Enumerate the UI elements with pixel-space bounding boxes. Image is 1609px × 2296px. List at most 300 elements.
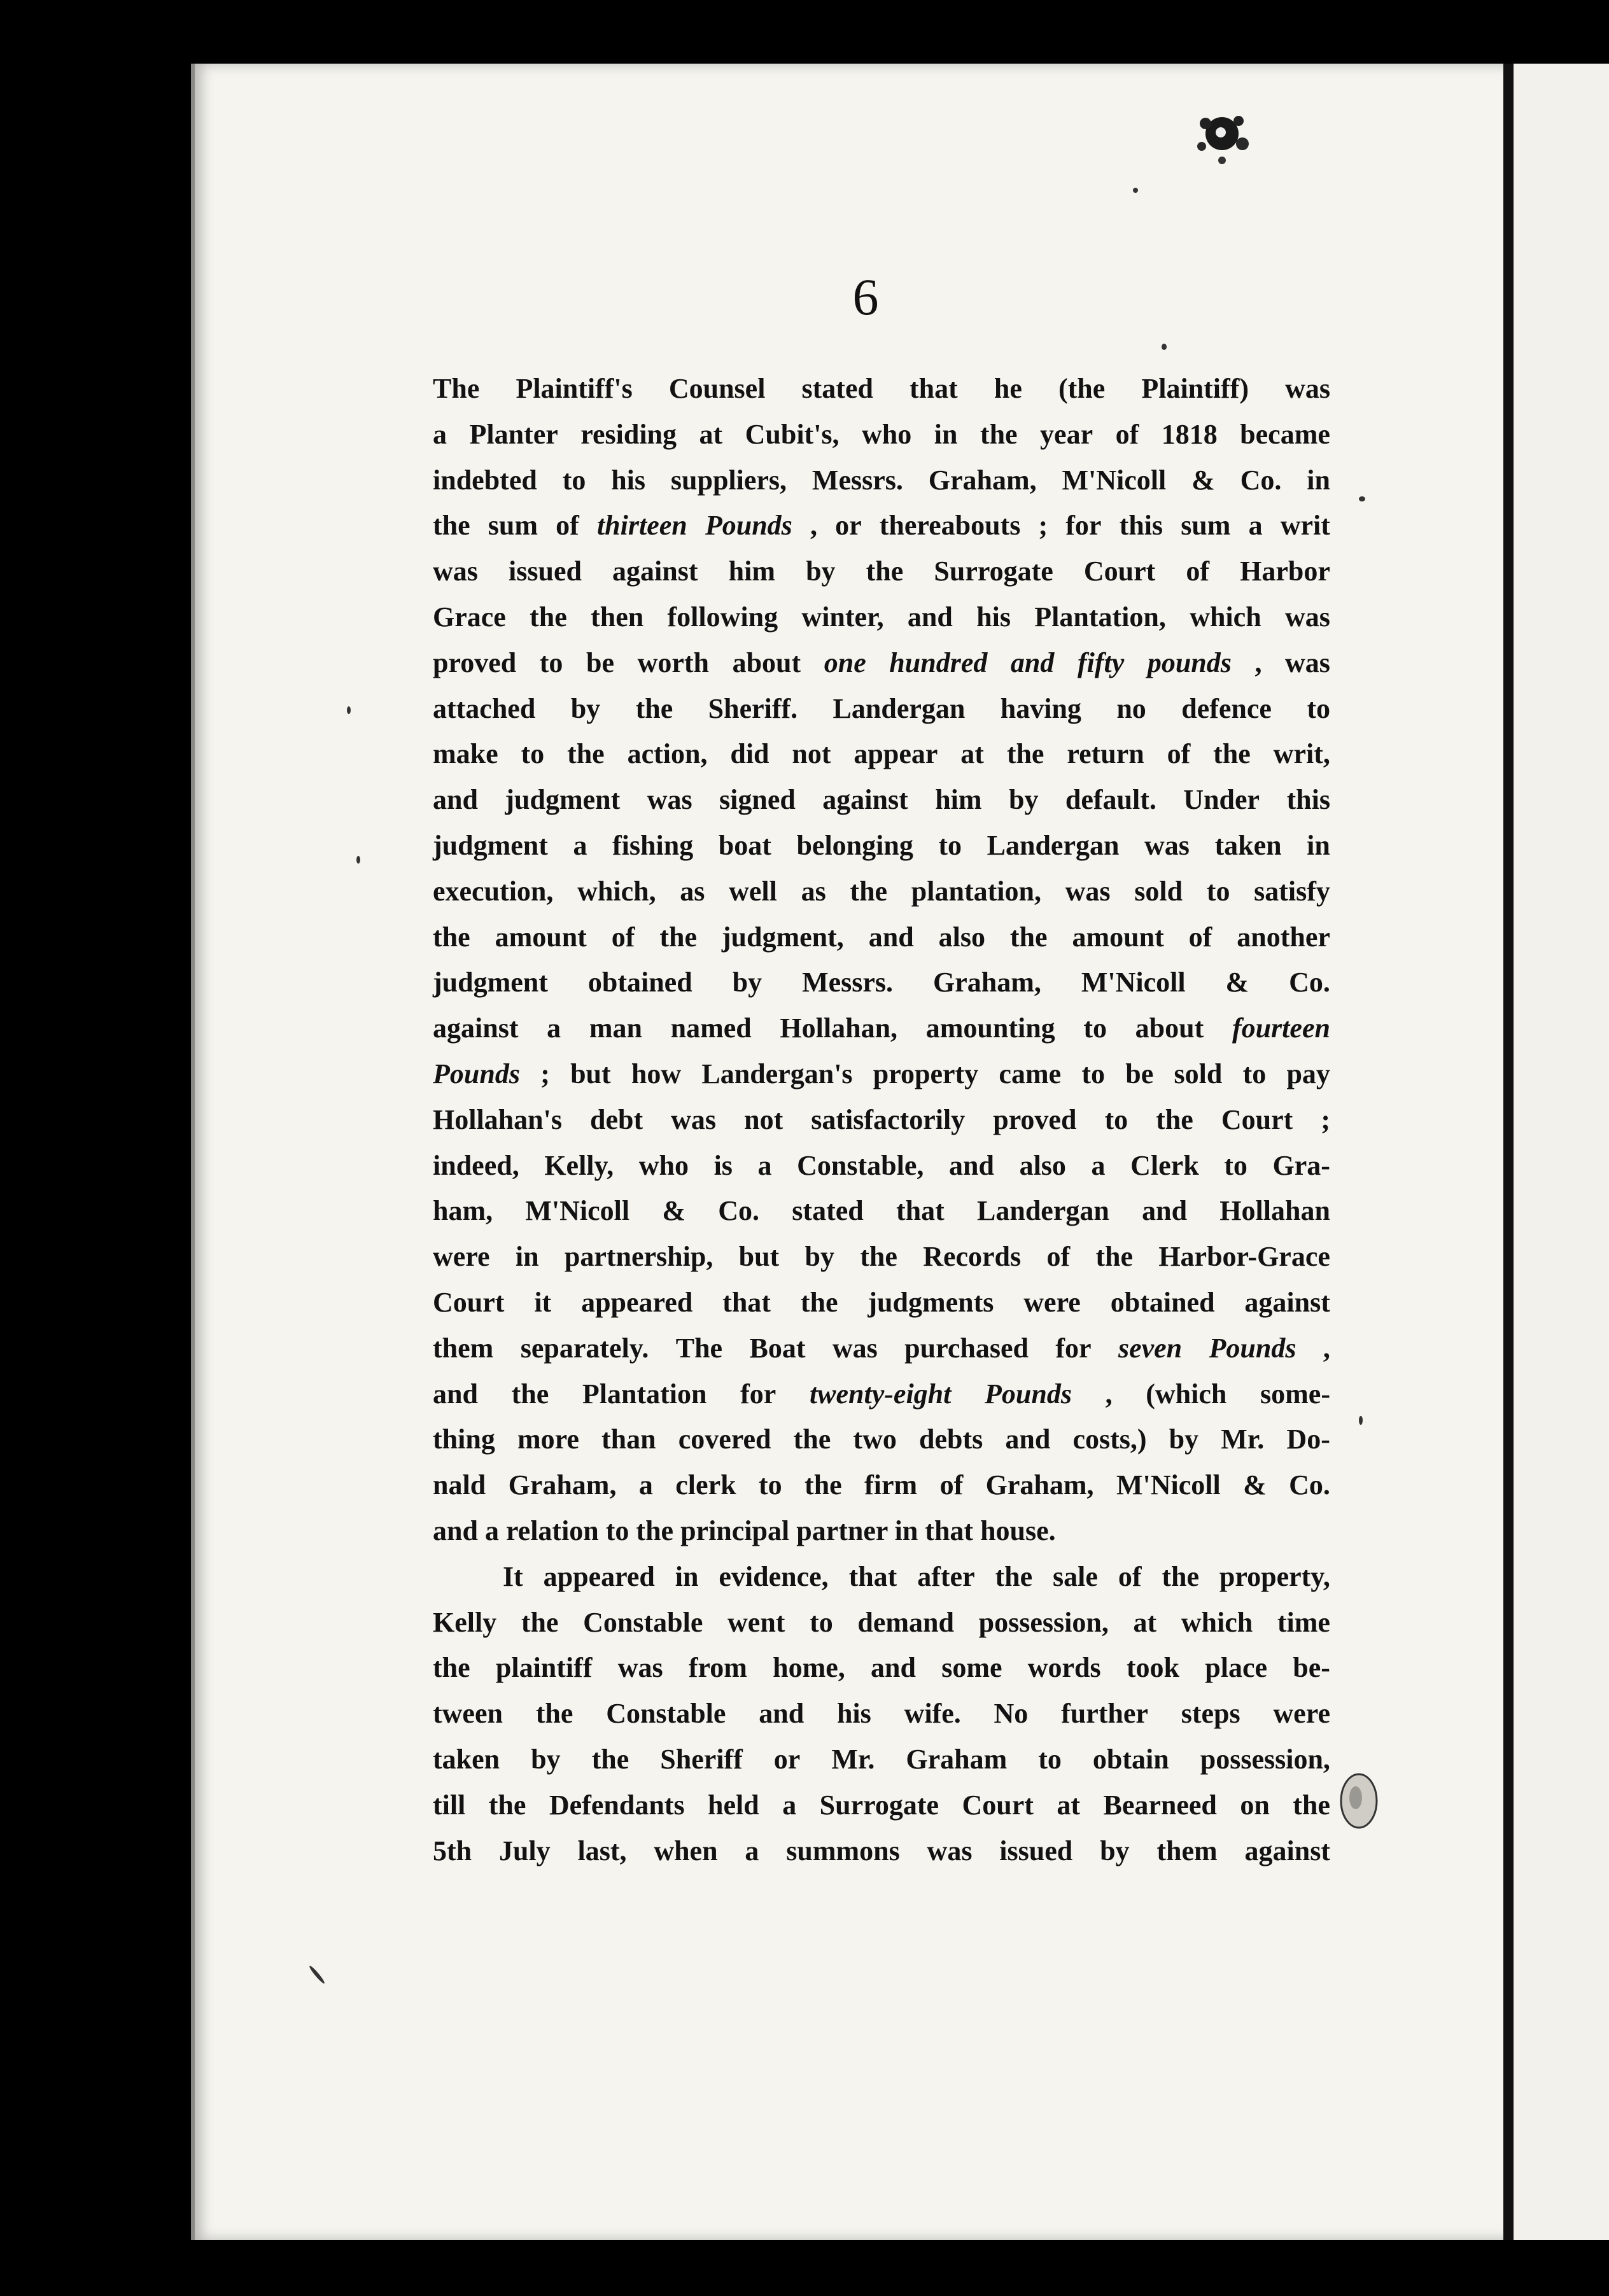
word: Sheriff. [708, 692, 798, 724]
word: them [433, 1332, 494, 1364]
word: Surrogate [819, 1789, 939, 1821]
text-line [433, 1143, 1330, 1189]
word: the [433, 1652, 470, 1684]
word: to [1104, 1103, 1128, 1135]
word: the [866, 556, 904, 587]
word: the [530, 601, 567, 633]
word: execution, [433, 875, 554, 907]
text-line [433, 412, 1330, 458]
word: The [433, 373, 480, 404]
word: Bearneed [1103, 1789, 1217, 1821]
word: was [927, 1835, 973, 1866]
word: M'Nicoll [1116, 1469, 1221, 1501]
word: at [960, 738, 984, 770]
word: the [1156, 1103, 1193, 1135]
text-line [433, 1828, 1330, 1874]
word: more [517, 1424, 579, 1455]
word: Messrs. [812, 464, 903, 496]
word: the [800, 1286, 838, 1318]
word: evidence, [719, 1560, 829, 1592]
word: the [1213, 738, 1251, 770]
word: judgment [433, 967, 548, 998]
word: proved [993, 1103, 1077, 1135]
word: Graham, [933, 967, 1041, 998]
word: the [488, 1789, 526, 1821]
text-line [433, 731, 1330, 777]
word: Kelly [433, 1606, 497, 1638]
word: taken [433, 1743, 500, 1775]
word: a [1248, 510, 1263, 542]
word: the [535, 1698, 573, 1730]
word: of [1046, 1241, 1071, 1273]
word: at [699, 418, 723, 450]
word: possession, [1200, 1743, 1330, 1775]
text-line [433, 549, 1330, 594]
word: a [573, 829, 587, 861]
word: belonging [796, 829, 913, 861]
word: Landergan [987, 829, 1120, 861]
word: to [1206, 875, 1230, 907]
word: 1818 [1161, 418, 1218, 450]
word: Messrs. [802, 967, 894, 998]
word: well [729, 875, 777, 907]
word: to [1038, 1743, 1062, 1775]
word: Plaintiff) [1141, 373, 1249, 404]
word: the [591, 1743, 629, 1775]
word: man [589, 1012, 642, 1044]
word: was [433, 556, 478, 587]
word: against [1244, 1835, 1330, 1866]
paper-speck [356, 856, 360, 864]
word: the [659, 921, 697, 953]
word: Harbor [1240, 556, 1330, 587]
word: about [732, 647, 801, 678]
word: demand [857, 1606, 954, 1638]
word: and [1005, 1424, 1051, 1455]
word: by [1169, 1424, 1199, 1455]
word: time [1277, 1606, 1330, 1638]
word: to [1224, 1149, 1247, 1181]
word: Pounds [433, 1058, 520, 1089]
word: one [824, 647, 866, 678]
word: from [688, 1652, 747, 1684]
word: but [738, 1241, 780, 1273]
word: Co. [1240, 464, 1282, 496]
word: and [433, 1378, 478, 1410]
word: was [617, 1652, 663, 1684]
word: Co. [1289, 967, 1330, 998]
word: sold [1134, 875, 1183, 907]
word: (which [1146, 1378, 1227, 1410]
text-line [433, 1234, 1330, 1280]
word: at [1057, 1789, 1081, 1821]
word: against [1244, 1286, 1330, 1318]
word: No [994, 1698, 1029, 1730]
word: who [638, 1149, 689, 1181]
word: appear [854, 738, 938, 770]
text-line [433, 1417, 1330, 1462]
word: satisfy [1254, 875, 1330, 907]
word: fifty [1077, 647, 1125, 678]
word: Boat [749, 1332, 806, 1364]
word: Landergan's [701, 1058, 853, 1089]
word: pounds [1147, 647, 1232, 678]
word: at [1133, 1606, 1157, 1638]
word: and [1142, 1195, 1188, 1227]
word: winter, [801, 601, 884, 633]
word: Hollahan, [780, 1012, 898, 1044]
word: (the [1058, 373, 1106, 404]
word: as [801, 875, 826, 907]
word: twenty-eight [809, 1378, 952, 1410]
word: also [938, 921, 985, 953]
word: became [1240, 418, 1330, 450]
word: some [941, 1652, 1002, 1684]
word: , [1254, 647, 1262, 678]
body-text [433, 366, 1330, 1873]
text-line [433, 1782, 1330, 1828]
word: plantation, [911, 875, 1041, 907]
word: appeared [581, 1286, 693, 1318]
word: having [1000, 692, 1081, 724]
word: worth [637, 647, 709, 678]
word: signed [719, 784, 796, 816]
word: a [1091, 1149, 1106, 1181]
word: Grace [433, 601, 506, 633]
word: the [995, 1560, 1033, 1592]
word: clerk [675, 1469, 736, 1501]
word: Court [1221, 1103, 1293, 1135]
word: of [1188, 921, 1212, 953]
paper-damage-spot [1337, 1769, 1381, 1833]
word: & [1191, 464, 1215, 496]
word: Court [1083, 556, 1156, 587]
text-line [433, 823, 1330, 869]
word: also [1019, 1149, 1066, 1181]
word: and [868, 921, 914, 953]
word: judgment [505, 784, 621, 816]
word: further [1061, 1698, 1148, 1730]
word: covered [678, 1424, 771, 1455]
word: & [1243, 1469, 1267, 1501]
text-line [433, 1371, 1330, 1417]
word: purchased [904, 1332, 1029, 1364]
word: be [586, 647, 614, 678]
word: that [910, 373, 958, 404]
word: by [806, 556, 836, 587]
word: against [433, 1012, 519, 1044]
word: property [873, 1058, 979, 1089]
word: was [1144, 829, 1190, 861]
word: a [638, 1469, 653, 1501]
word: some- [1260, 1378, 1330, 1410]
word: and [949, 1149, 994, 1181]
word: the [793, 1424, 831, 1455]
word: obtained [587, 967, 692, 998]
word: by [570, 692, 601, 724]
text-line [433, 503, 1330, 549]
word: was [647, 784, 692, 816]
word: Clerk [1130, 1149, 1199, 1181]
word: the [635, 692, 673, 724]
word: attached [433, 692, 536, 724]
word: him [728, 556, 775, 587]
word: Graham, [928, 464, 1037, 496]
word: his [836, 1698, 871, 1730]
word: Gra- [1272, 1149, 1330, 1181]
word: for [1055, 1332, 1092, 1364]
word: sum [488, 510, 538, 542]
word: Constable, [797, 1149, 924, 1181]
word: , [1105, 1378, 1113, 1410]
word: M'Nicoll [1081, 967, 1186, 998]
word: Co. [718, 1195, 760, 1227]
word: the [511, 1378, 549, 1410]
word: by [1100, 1835, 1130, 1866]
word: to [1307, 692, 1330, 724]
word: judgments [868, 1286, 994, 1318]
word: writ [1280, 510, 1330, 542]
word: did [730, 738, 769, 770]
word: the [1293, 1789, 1330, 1821]
word: partnership, [564, 1241, 713, 1273]
word: year [1040, 418, 1093, 450]
word: in [515, 1241, 539, 1273]
word: Graham, [508, 1469, 617, 1501]
text-line [433, 1691, 1330, 1737]
text-line [433, 1645, 1330, 1691]
word: Hollahan's [433, 1103, 562, 1135]
word: summons [786, 1835, 900, 1866]
word: and [871, 1652, 916, 1684]
word: ; [1038, 510, 1048, 542]
word: stated [792, 1195, 864, 1227]
word: steps [1181, 1698, 1240, 1730]
word: of [939, 1469, 964, 1501]
word: to [1083, 1012, 1107, 1044]
word: against [822, 784, 908, 816]
word: is [713, 1149, 733, 1181]
word: Cubit's, [745, 418, 840, 450]
word: return [1067, 738, 1144, 770]
word: that [722, 1286, 771, 1318]
word: when [654, 1835, 718, 1866]
word: 5th [433, 1835, 472, 1866]
word: hundred [889, 647, 988, 678]
word: of [1167, 738, 1191, 770]
word: in [675, 1560, 699, 1592]
word: a [745, 1835, 759, 1866]
word: Plantation, [1034, 601, 1166, 633]
word: Surrogate [934, 556, 1053, 587]
word: to [539, 647, 563, 678]
paper-speck [1359, 496, 1365, 501]
word: indeed, [433, 1149, 519, 1181]
word: this [1286, 784, 1330, 816]
facing-page-edge [1514, 64, 1609, 2240]
word: It [503, 1560, 523, 1592]
word: another [1237, 921, 1330, 953]
page-number: 6 [852, 268, 879, 326]
word: a [782, 1789, 797, 1821]
word: a [547, 1012, 561, 1044]
word: fishing [612, 829, 694, 861]
word: Court [962, 1789, 1034, 1821]
word: place [1205, 1652, 1268, 1684]
word: Counsel [668, 373, 766, 404]
word: or [773, 1743, 801, 1775]
word: not [792, 738, 831, 770]
word: him [935, 784, 982, 816]
text-line [433, 1051, 1330, 1097]
word: property, [1219, 1560, 1330, 1592]
word: in [934, 418, 958, 450]
word: and [1010, 647, 1055, 678]
word: to [521, 738, 545, 770]
word: of [611, 921, 635, 953]
text-line [433, 1188, 1330, 1234]
word: & [1225, 967, 1249, 998]
word: were [1273, 1698, 1330, 1730]
paper-speck [1359, 1416, 1363, 1425]
word: proved [433, 647, 517, 678]
word: took [1126, 1652, 1180, 1684]
word: ham, [433, 1195, 493, 1227]
paper-speck [347, 706, 351, 714]
word: obtain [1092, 1743, 1169, 1775]
word: for [740, 1378, 776, 1410]
word: in [1307, 464, 1330, 496]
word: nald [433, 1469, 486, 1501]
word: against [612, 556, 698, 587]
paper-speck [1133, 188, 1138, 193]
word: sum [1181, 510, 1231, 542]
word: his [976, 601, 1011, 633]
word: till [433, 1789, 466, 1821]
word: by [732, 967, 762, 998]
word: Under [1183, 784, 1260, 816]
word: he [994, 373, 1022, 404]
word: Pounds [705, 510, 792, 542]
word: by [804, 1241, 834, 1273]
word: the [850, 875, 888, 907]
word: M'Nicoll [525, 1195, 630, 1227]
word: ; [1321, 1103, 1330, 1135]
word: Planter [469, 418, 558, 450]
word: fourteen [1232, 1012, 1330, 1044]
paper-speck [1162, 344, 1167, 350]
word: the [567, 738, 605, 770]
word: ; [540, 1058, 550, 1089]
text-line [433, 1097, 1330, 1143]
word: which [1190, 601, 1261, 633]
word: no [1116, 692, 1146, 724]
word: to [758, 1469, 782, 1501]
word: of [556, 510, 579, 542]
text-line [433, 1326, 1330, 1371]
word: Kelly, [544, 1149, 614, 1181]
word: stated [801, 373, 873, 404]
word: then [591, 601, 644, 633]
word: the [433, 921, 470, 953]
word: a [433, 418, 447, 450]
word: issued [509, 556, 582, 587]
word: last, [577, 1835, 627, 1866]
word: two [853, 1424, 897, 1455]
word: was [1284, 601, 1330, 633]
word: obtained [1110, 1286, 1215, 1318]
word: was [1065, 875, 1111, 907]
word: Mr. [1221, 1424, 1265, 1455]
word: thing [433, 1424, 495, 1455]
word: separately. [520, 1332, 649, 1364]
word: firm [864, 1469, 918, 1501]
word: following [667, 601, 778, 633]
word: wife. [904, 1698, 961, 1730]
word: for [1065, 510, 1102, 542]
word: the [1162, 1560, 1200, 1592]
word: to [1081, 1058, 1106, 1089]
word: July [498, 1835, 551, 1866]
word: who [862, 418, 912, 450]
word: than [601, 1424, 656, 1455]
word: Mr. [831, 1743, 875, 1775]
word: was [671, 1103, 717, 1135]
word: possession, [978, 1606, 1109, 1638]
word: by [1008, 784, 1039, 816]
word: it [534, 1286, 552, 1318]
word: not [744, 1103, 783, 1135]
word: Co. [1289, 1469, 1330, 1501]
word: the [1095, 1241, 1134, 1273]
word: which [1181, 1606, 1253, 1638]
word: amount [495, 921, 587, 953]
word: his [611, 464, 646, 496]
word: , [810, 510, 817, 542]
word: by [531, 1743, 561, 1775]
word: were [1023, 1286, 1081, 1318]
word: Landergan [977, 1195, 1109, 1227]
word: the [433, 510, 470, 542]
word: and [759, 1698, 804, 1730]
word: residing [580, 418, 677, 450]
word: the [804, 1469, 842, 1501]
word: Plantation [582, 1378, 707, 1410]
word: Do- [1286, 1424, 1330, 1455]
word: judgment [433, 829, 548, 861]
word: to [938, 829, 962, 861]
text-line [433, 1554, 1330, 1600]
word: as [680, 875, 705, 907]
word: Defendants [549, 1789, 685, 1821]
word: amount [1072, 921, 1164, 953]
word: suppliers, [670, 464, 787, 496]
word: were [433, 1241, 490, 1273]
word: , [1323, 1332, 1330, 1364]
word: after [917, 1560, 975, 1592]
word: how [631, 1058, 682, 1089]
word: the [980, 418, 1018, 450]
word: or [835, 510, 862, 542]
word: them [1156, 1835, 1218, 1866]
word: of [1186, 556, 1210, 587]
word: M'Nicoll [1062, 464, 1167, 496]
text-line [433, 458, 1330, 503]
word: writ, [1273, 738, 1330, 770]
word: Pounds [985, 1378, 1072, 1410]
word: Harbor-Grace [1158, 1241, 1330, 1273]
text-line [433, 1005, 1330, 1051]
